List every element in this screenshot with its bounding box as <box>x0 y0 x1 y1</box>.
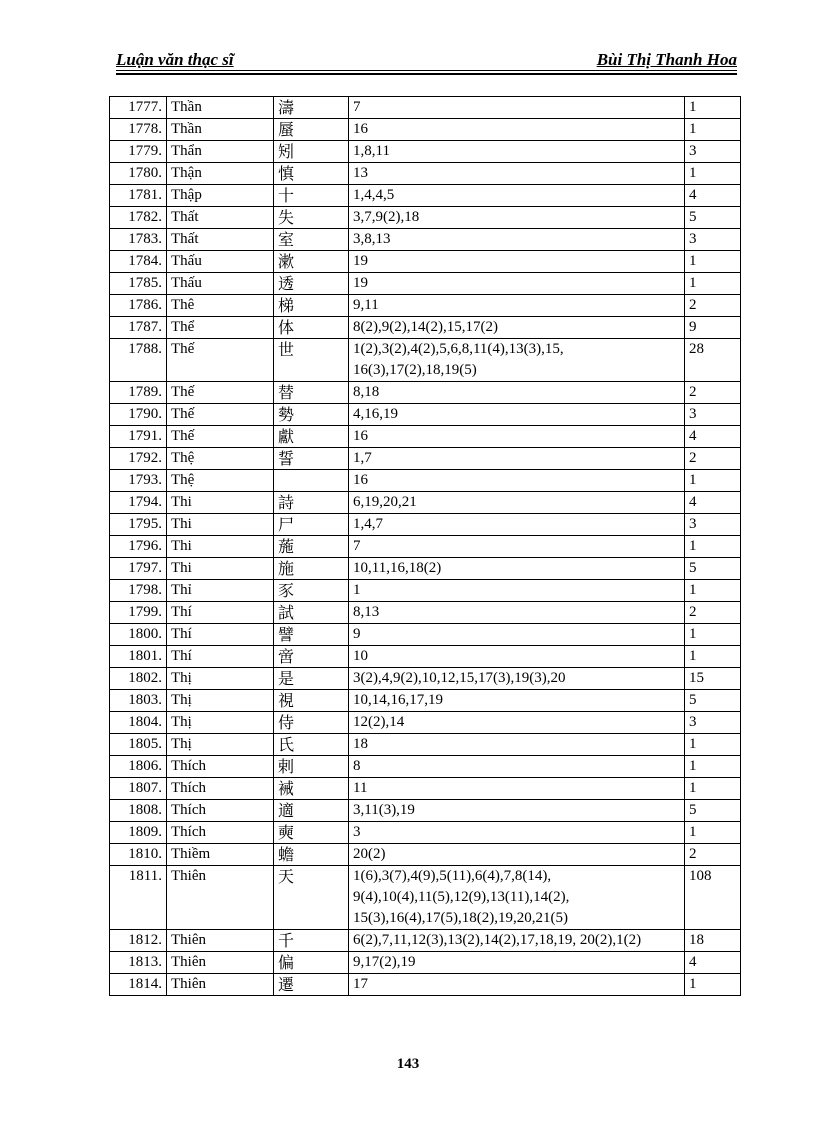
sino-vietnamese-word: Thi <box>167 514 274 536</box>
header-rule-thick <box>116 73 737 75</box>
han-character: 剌 <box>274 756 349 778</box>
entry-number: 1803. <box>110 690 167 712</box>
frequency-count: 4 <box>685 952 741 974</box>
frequency-count: 5 <box>685 207 741 229</box>
sino-vietnamese-word: Thất <box>167 207 274 229</box>
han-character: 施 <box>274 558 349 580</box>
table-row <box>110 952 741 974</box>
frequency-count: 1 <box>685 756 741 778</box>
occurrence-references: 18 <box>349 734 685 756</box>
table-row <box>110 734 741 756</box>
han-character: 梯 <box>274 295 349 317</box>
table-row <box>110 492 741 514</box>
entry-number: 1795. <box>110 514 167 536</box>
table-row <box>110 251 741 273</box>
han-character: 視 <box>274 690 349 712</box>
frequency-count: 1 <box>685 273 741 295</box>
occurrence-references: 7 <box>349 536 685 558</box>
frequency-count: 4 <box>685 185 741 207</box>
table-row <box>110 668 741 690</box>
occurrence-references: 1 <box>349 580 685 602</box>
sino-vietnamese-word: Thệ <box>167 470 274 492</box>
sino-vietnamese-word: Thích <box>167 822 274 844</box>
occurrence-references: 3,11(3),19 <box>349 800 685 822</box>
table-row <box>110 974 741 996</box>
table-row <box>110 536 741 558</box>
occurrence-references: 20(2) <box>349 844 685 866</box>
occurrence-references: 3,8,13 <box>349 229 685 251</box>
sino-vietnamese-word: Thích <box>167 800 274 822</box>
occurrence-references: 3 <box>349 822 685 844</box>
table-row <box>110 624 741 646</box>
occurrence-references: 1(2),3(2),4(2),5,6,8,11(4),13(3),15, 16(3),17(2),18,19(5) <box>349 339 685 382</box>
han-character: 侍 <box>274 712 349 734</box>
han-character: 奭 <box>274 822 349 844</box>
table-row <box>110 712 741 734</box>
table-row <box>110 273 741 295</box>
entry-number: 1814. <box>110 974 167 996</box>
occurrence-references: 16 <box>349 470 685 492</box>
occurrence-references: 19 <box>349 251 685 273</box>
table-row <box>110 470 741 492</box>
entry-number: 1781. <box>110 185 167 207</box>
frequency-count: 2 <box>685 844 741 866</box>
sino-vietnamese-word: Thiên <box>167 930 274 952</box>
frequency-count: 3 <box>685 141 741 163</box>
han-character: 替 <box>274 382 349 404</box>
han-character: 詩 <box>274 492 349 514</box>
han-character: 偏 <box>274 952 349 974</box>
entry-number: 1800. <box>110 624 167 646</box>
occurrence-references: 7 <box>349 97 685 119</box>
table-row <box>110 185 741 207</box>
table-row <box>110 141 741 163</box>
sino-vietnamese-word: Thấu <box>167 251 274 273</box>
occurrence-references: 8,13 <box>349 602 685 624</box>
sino-vietnamese-word: Thi <box>167 558 274 580</box>
occurrence-references: 12(2),14 <box>349 712 685 734</box>
han-character: 世 <box>274 339 349 382</box>
han-character: 十 <box>274 185 349 207</box>
han-character: 透 <box>274 273 349 295</box>
sino-vietnamese-word: Thiên <box>167 866 274 930</box>
sino-vietnamese-word: Thẩn <box>167 141 274 163</box>
table-row <box>110 404 741 426</box>
entry-number: 1787. <box>110 317 167 339</box>
table-row <box>110 448 741 470</box>
table-row <box>110 602 741 624</box>
frequency-count: 28 <box>685 339 741 382</box>
frequency-count: 3 <box>685 404 741 426</box>
entry-number: 1799. <box>110 602 167 624</box>
sino-vietnamese-word: Thiên <box>167 974 274 996</box>
sino-vietnamese-word: Thần <box>167 119 274 141</box>
table-row <box>110 163 741 185</box>
han-character: 千 <box>274 930 349 952</box>
frequency-count: 18 <box>685 930 741 952</box>
entry-number: 1788. <box>110 339 167 382</box>
entry-number: 1785. <box>110 273 167 295</box>
sino-vietnamese-word: Thỉ <box>167 580 274 602</box>
sino-vietnamese-word: Thích <box>167 756 274 778</box>
occurrence-references: 10,14,16,17,19 <box>349 690 685 712</box>
sino-vietnamese-word: Thị <box>167 690 274 712</box>
sino-vietnamese-word: Thị <box>167 712 274 734</box>
han-character: 蟾 <box>274 844 349 866</box>
entry-number: 1790. <box>110 404 167 426</box>
sino-vietnamese-word: Thích <box>167 778 274 800</box>
occurrence-references: 11 <box>349 778 685 800</box>
frequency-count: 2 <box>685 448 741 470</box>
entry-number: 1802. <box>110 668 167 690</box>
frequency-count: 1 <box>685 778 741 800</box>
entry-number: 1811. <box>110 866 167 930</box>
entry-number: 1809. <box>110 822 167 844</box>
entry-number: 1789. <box>110 382 167 404</box>
entry-number: 1778. <box>110 119 167 141</box>
entry-number: 1807. <box>110 778 167 800</box>
han-character: 葹 <box>274 536 349 558</box>
header-rule <box>116 70 737 71</box>
sino-vietnamese-word: Thể <box>167 317 274 339</box>
occurrence-references: 17 <box>349 974 685 996</box>
word-index-table <box>109 96 741 996</box>
frequency-count: 3 <box>685 229 741 251</box>
sino-vietnamese-word: Thê <box>167 295 274 317</box>
entry-number: 1805. <box>110 734 167 756</box>
han-character: 豕 <box>274 580 349 602</box>
han-character: 失 <box>274 207 349 229</box>
han-character: 獻 <box>274 426 349 448</box>
occurrence-references: 10 <box>349 646 685 668</box>
entry-number: 1784. <box>110 251 167 273</box>
frequency-count: 1 <box>685 251 741 273</box>
sino-vietnamese-word: Thập <box>167 185 274 207</box>
page-number: 143 <box>396 1056 420 1072</box>
frequency-count: 1 <box>685 974 741 996</box>
sino-vietnamese-word: Thí <box>167 602 274 624</box>
occurrence-references: 1,4,7 <box>349 514 685 536</box>
frequency-count: 3 <box>685 712 741 734</box>
table-row <box>110 558 741 580</box>
table-row <box>110 866 741 930</box>
han-character: 矧 <box>274 141 349 163</box>
entry-number: 1786. <box>110 295 167 317</box>
occurrence-references: 6(2),7,11,12(3),13(2),14(2),17,18,19, 20(2),1(2) <box>349 930 685 952</box>
occurrence-references: 6,19,20,21 <box>349 492 685 514</box>
sino-vietnamese-word: Thí <box>167 646 274 668</box>
sino-vietnamese-word: Thi <box>167 536 274 558</box>
sino-vietnamese-word: Thế <box>167 426 274 448</box>
table-row <box>110 822 741 844</box>
table-row <box>110 382 741 404</box>
frequency-count: 5 <box>685 690 741 712</box>
entry-number: 1777. <box>110 97 167 119</box>
sino-vietnamese-word: Thế <box>167 339 274 382</box>
table-row <box>110 800 741 822</box>
entry-number: 1813. <box>110 952 167 974</box>
table-row <box>110 97 741 119</box>
frequency-count: 4 <box>685 426 741 448</box>
han-character: 裓 <box>274 778 349 800</box>
frequency-count: 1 <box>685 119 741 141</box>
han-character: 誓 <box>274 448 349 470</box>
entry-number: 1797. <box>110 558 167 580</box>
frequency-count: 1 <box>685 536 741 558</box>
frequency-count: 1 <box>685 163 741 185</box>
occurrence-references: 3(2),4,9(2),10,12,15,17(3),19(3),20 <box>349 668 685 690</box>
entry-number: 1798. <box>110 580 167 602</box>
entry-number: 1791. <box>110 426 167 448</box>
frequency-count: 1 <box>685 97 741 119</box>
sino-vietnamese-word: Thí <box>167 624 274 646</box>
frequency-count: 2 <box>685 382 741 404</box>
occurrence-references: 4,16,19 <box>349 404 685 426</box>
table-row <box>110 844 741 866</box>
sino-vietnamese-word: Thiên <box>167 952 274 974</box>
sino-vietnamese-word: Thất <box>167 229 274 251</box>
han-character: 天 <box>274 866 349 930</box>
frequency-count: 15 <box>685 668 741 690</box>
occurrence-references: 16 <box>349 119 685 141</box>
occurrence-references: 9 <box>349 624 685 646</box>
frequency-count: 4 <box>685 492 741 514</box>
table-row <box>110 756 741 778</box>
entry-number: 1782. <box>110 207 167 229</box>
frequency-count: 1 <box>685 822 741 844</box>
han-character: 勢 <box>274 404 349 426</box>
table-row <box>110 690 741 712</box>
frequency-count: 1 <box>685 646 741 668</box>
han-character: 氏 <box>274 734 349 756</box>
occurrence-references: 8 <box>349 756 685 778</box>
frequency-count: 5 <box>685 800 741 822</box>
frequency-count: 108 <box>685 866 741 930</box>
table-row <box>110 339 741 382</box>
han-character: 漱 <box>274 251 349 273</box>
table-row <box>110 317 741 339</box>
occurrence-references: 16 <box>349 426 685 448</box>
table-row <box>110 930 741 952</box>
table-row <box>110 778 741 800</box>
sino-vietnamese-word: Thần <box>167 97 274 119</box>
han-character <box>274 470 349 492</box>
table-row <box>110 580 741 602</box>
table-row <box>110 295 741 317</box>
sino-vietnamese-word: Thiềm <box>167 844 274 866</box>
occurrence-references: 1,8,11 <box>349 141 685 163</box>
table-row <box>110 207 741 229</box>
occurrence-references: 1,7 <box>349 448 685 470</box>
frequency-count: 1 <box>685 580 741 602</box>
entry-number: 1801. <box>110 646 167 668</box>
header-thesis-title: Luận văn thạc sĩ <box>116 50 234 69</box>
sino-vietnamese-word: Thấu <box>167 273 274 295</box>
table-row <box>110 514 741 536</box>
entry-number: 1793. <box>110 470 167 492</box>
frequency-count: 2 <box>685 295 741 317</box>
occurrence-references: 8(2),9(2),14(2),15,17(2) <box>349 317 685 339</box>
entry-number: 1792. <box>110 448 167 470</box>
frequency-count: 2 <box>685 602 741 624</box>
han-character: 遷 <box>274 974 349 996</box>
occurrence-references: 3,7,9(2),18 <box>349 207 685 229</box>
occurrence-references: 9,11 <box>349 295 685 317</box>
table-row <box>110 646 741 668</box>
sino-vietnamese-word: Thi <box>167 492 274 514</box>
entry-number: 1796. <box>110 536 167 558</box>
occurrence-references: 1,4,4,5 <box>349 185 685 207</box>
entry-number: 1780. <box>110 163 167 185</box>
entry-number: 1806. <box>110 756 167 778</box>
han-character: 啻 <box>274 646 349 668</box>
sino-vietnamese-word: Thị <box>167 668 274 690</box>
occurrence-references: 9,17(2),19 <box>349 952 685 974</box>
table-row <box>110 229 741 251</box>
frequency-count: 3 <box>685 514 741 536</box>
page-header <box>116 50 737 72</box>
occurrence-references: 10,11,16,18(2) <box>349 558 685 580</box>
frequency-count: 1 <box>685 734 741 756</box>
entry-number: 1779. <box>110 141 167 163</box>
entry-number: 1794. <box>110 492 167 514</box>
frequency-count: 1 <box>685 624 741 646</box>
frequency-count: 5 <box>685 558 741 580</box>
han-character: 室 <box>274 229 349 251</box>
sino-vietnamese-word: Thị <box>167 734 274 756</box>
sino-vietnamese-word: Thệ <box>167 448 274 470</box>
han-character: 是 <box>274 668 349 690</box>
occurrence-references: 8,18 <box>349 382 685 404</box>
han-character: 試 <box>274 602 349 624</box>
han-character: 体 <box>274 317 349 339</box>
sino-vietnamese-word: Thế <box>167 404 274 426</box>
entry-number: 1808. <box>110 800 167 822</box>
han-character: 適 <box>274 800 349 822</box>
occurrence-references: 19 <box>349 273 685 295</box>
entry-number: 1812. <box>110 930 167 952</box>
frequency-count: 1 <box>685 470 741 492</box>
sino-vietnamese-word: Thế <box>167 382 274 404</box>
occurrence-references: 1(6),3(7),4(9),5(11),6(4),7,8(14), 9(4),10(4),11(5),12(9),13(11),14(2), 15(3),16(4),17(5),18(2),19,20,21(5) <box>349 866 685 930</box>
han-character: 慎 <box>274 163 349 185</box>
entry-number: 1810. <box>110 844 167 866</box>
frequency-count: 9 <box>685 317 741 339</box>
header-author: Bùi Thị Thanh Hoa <box>596 50 737 69</box>
entry-number: 1783. <box>110 229 167 251</box>
han-character: 尸 <box>274 514 349 536</box>
occurrence-references: 13 <box>349 163 685 185</box>
table-row <box>110 426 741 448</box>
han-character: 蜃 <box>274 119 349 141</box>
han-character: 濤 <box>274 97 349 119</box>
entry-number: 1804. <box>110 712 167 734</box>
han-character: 譬 <box>274 624 349 646</box>
table-row <box>110 119 741 141</box>
sino-vietnamese-word: Thận <box>167 163 274 185</box>
